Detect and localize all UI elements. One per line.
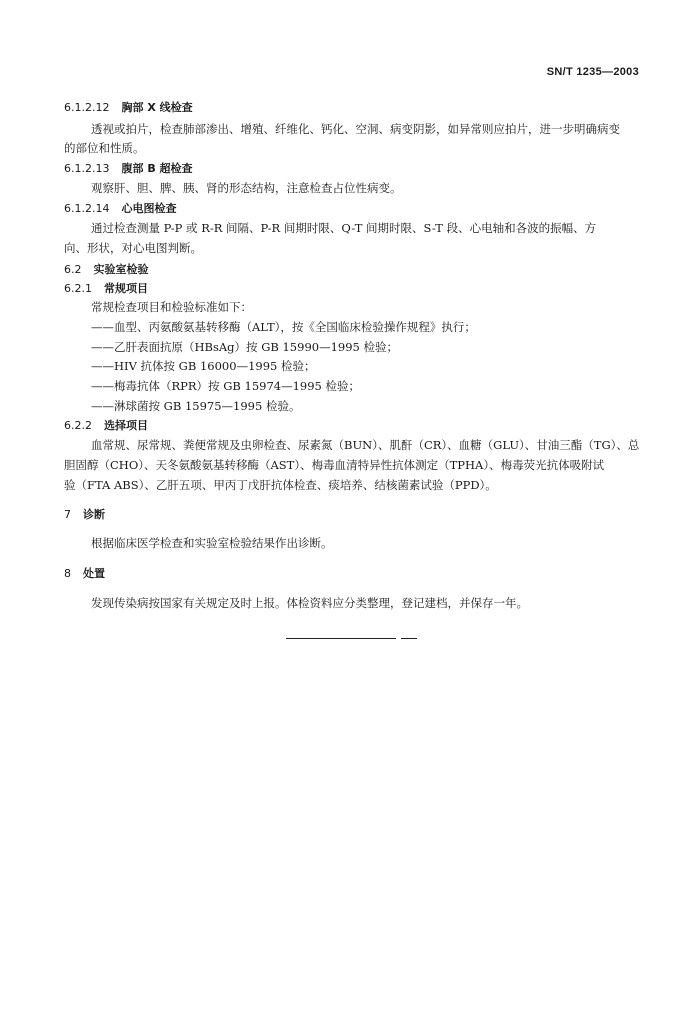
- end-of-document-rule: [286, 638, 396, 639]
- paragraph-line: 验（FTA ABS）、乙肝五项、甲丙丁戊肝抗体检查、痰培养、结核菌素试验（PPD）。: [64, 478, 497, 492]
- paragraph-line: 胆固醇（CHO）、天冬氨酸氨基转移酶（AST）、梅毒血清特异性抗体测定（TPHA）、梅毒荧光抗体吸附试: [64, 458, 605, 472]
- section-heading-6-2-1: [64, 281, 148, 296]
- section-number: 6.1.2.13: [64, 162, 110, 175]
- section-title: 心电图检查: [121, 202, 177, 215]
- list-item: ——淋球菌按 GB 15975—1995 检验。: [91, 399, 301, 413]
- section-title: 处置: [83, 567, 105, 580]
- section-heading-8: [64, 566, 105, 581]
- section-number: 6.2: [64, 263, 82, 276]
- section-title: 选择项目: [104, 419, 148, 432]
- section-heading-7: [64, 507, 105, 522]
- section-heading-6-1-2-12: [64, 100, 193, 115]
- paragraph-line: 透视或拍片，检查肺部渗出、增殖、纤维化、钙化、空洞、病变阴影，如异常则应拍片，进一步明确病变: [91, 122, 620, 136]
- standard-number-header: SN/T 1235—2003: [546, 66, 639, 78]
- paragraph-line: 通过检查测量 P-P 或 R-R 间隔、P-R 间期时限、Q-T 间期时限、S-T 段、心电轴和各波的振幅、方: [91, 221, 597, 235]
- list-item: ——HIV 抗体按 GB 16000—1995 检验；: [91, 359, 316, 373]
- paragraph-line: 观察肝、胆、脾、胰、肾的形态结构，注意检查占位性病变。: [91, 181, 402, 195]
- paragraph-line: 血常规、尿常规、粪便常规及虫卵检查、尿素氮（BUN）、肌酐（CR）、血糖（GLU）、甘油三酯（TG）、总: [91, 438, 640, 452]
- end-of-document-rule-tail: [401, 638, 417, 639]
- list-item: ——梅毒抗体（RPR）按 GB 15974—1995 检验；: [91, 379, 361, 393]
- section-title: 常规项目: [104, 282, 148, 295]
- section-heading-6-1-2-13: [64, 161, 193, 176]
- paragraph-line: 发现传染病按国家有关规定及时上报。体检资料应分类整理，登记建档，并保存一年。: [91, 596, 528, 610]
- section-number: 6.1.2.14: [64, 202, 110, 215]
- section-title: 诊断: [83, 508, 105, 521]
- paragraph-line: 向、形状，对心电图判断。: [64, 241, 202, 255]
- section-number: 6.1.2.12: [64, 101, 110, 114]
- section-title: 胸部 X 线检查: [121, 101, 193, 114]
- section-heading-6-2-2: [64, 418, 148, 433]
- paragraph-line: 根据临床医学检查和实验室检验结果作出诊断。: [91, 536, 333, 550]
- paragraph-line: 常规检查项目和检验标准如下：: [91, 300, 252, 314]
- section-heading-6-2: [64, 262, 149, 277]
- section-title: 实验室检验: [93, 263, 149, 276]
- section-title: 腹部 B 超检查: [121, 162, 193, 175]
- paragraph-line: 的部位和性质。: [64, 141, 145, 155]
- list-item: ——血型、丙氨酸氨基转移酶（ALT），按《全国临床检验操作规程》执行；: [91, 320, 476, 334]
- section-number: 8: [64, 567, 71, 580]
- list-item: ——乙肝表面抗原（HBsAg）按 GB 15990—1995 检验；: [91, 340, 399, 354]
- section-number: 6.2.1: [64, 282, 92, 295]
- section-number: 6.2.2: [64, 419, 92, 432]
- section-heading-6-1-2-14: [64, 201, 176, 216]
- section-number: 7: [64, 508, 71, 521]
